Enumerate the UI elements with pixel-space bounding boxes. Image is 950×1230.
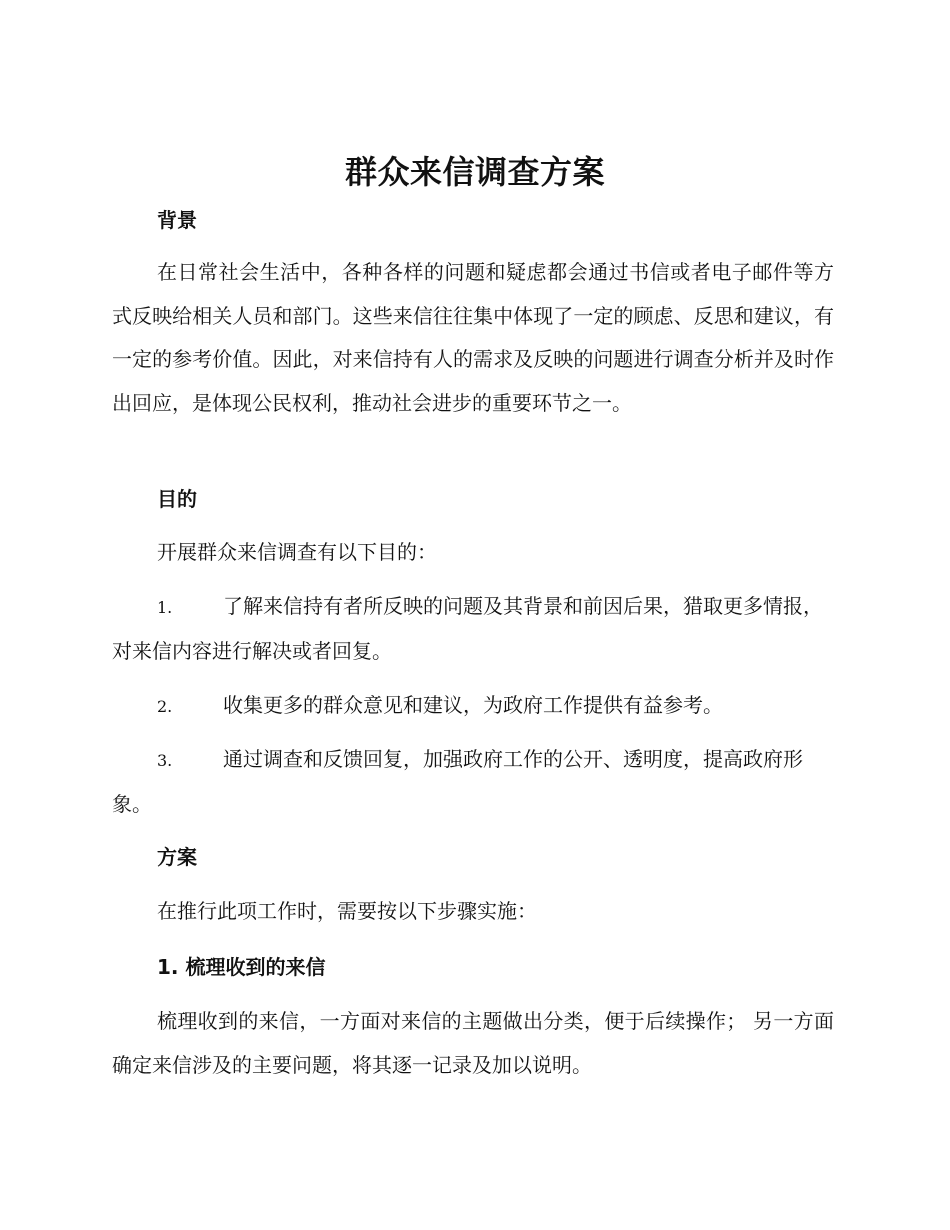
section-heading-purpose: 目的 — [157, 487, 197, 511]
section-heading-plan: 方案 — [157, 845, 197, 869]
list-number: 3. — [157, 751, 173, 770]
step-1-paragraph: 梳理收到的来信，一方面对来信的主题做出分类，便于后续操作； 另一方面确定来信涉及的主要问题，将其逐一记录及加以说明。 — [112, 1009, 834, 1077]
purpose-list-item-1 — [112, 585, 834, 673]
purpose-intro: 开展群众来信调查有以下目的： — [157, 540, 437, 564]
list-item-text: 了解来信持有者所反映的问题及其背景和前因后果，猎取更多情报，对来信内容进行解决或者回复。 — [112, 594, 823, 663]
plan-intro: 在推行此项工作时，需要按以下步骤实施： — [157, 899, 537, 923]
step-1-heading: 1. 梳理收到的来信 — [157, 955, 326, 979]
section-heading-background: 背景 — [157, 208, 197, 232]
list-item-text: 通过调查和反馈回复，加强政府工作的公开、透明度，提高政府形象。 — [112, 747, 803, 816]
background-paragraph: 在日常社会生活中，各种各样的问题和疑虑都会通过书信或者电子邮件等方式反映给相关人员和部门。这些来信往往集中体现了一定的顾虑、反思和建议，有一定的参考价值。因此，对来信持有人的需求及反映的问题进行调查分析并及时作出回应，是体现公民权利，推动社会进步的重要环节之一。 — [112, 260, 834, 415]
list-item-text: 收集更多的群众意见和建议，为政府工作提供有益参考。 — [223, 693, 723, 717]
purpose-list-item-3 — [112, 738, 834, 826]
document-title: 群众来信调查方案 — [344, 153, 605, 191]
list-number: 1. — [157, 598, 173, 617]
purpose-list-item-2 — [112, 684, 834, 729]
list-number: 2. — [157, 697, 173, 716]
